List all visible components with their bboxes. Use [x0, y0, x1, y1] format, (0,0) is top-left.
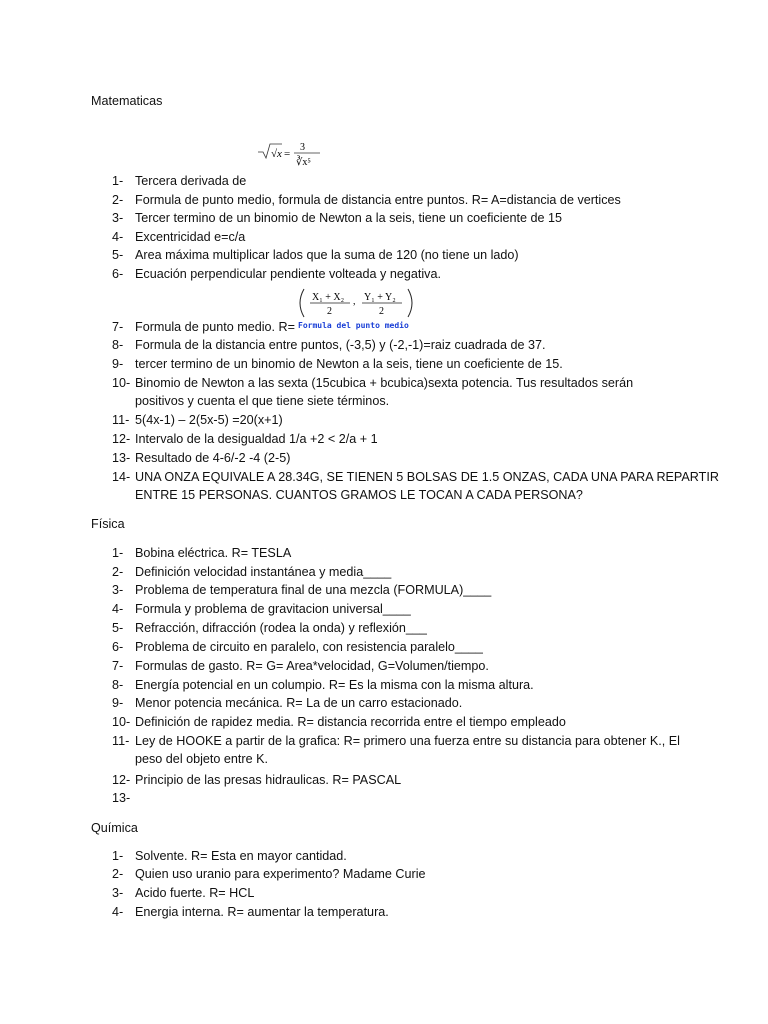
list-item-text: Ecuación perpendicular pendiente volteada y negativa.: [135, 267, 441, 281]
list-item-number: 3-: [112, 211, 124, 225]
formula-midpoint: [296, 287, 416, 319]
list-item-text: Definición de rapidez media. R= distancia recorrida entre el tiempo empleado: [135, 715, 566, 729]
list-item: [0, 470, 768, 502]
list-item: [0, 376, 768, 408]
list-item-text: Formulas de gasto. R= G= Area*velocidad, G=Volumen/tiempo.: [135, 659, 489, 673]
list-item: [0, 451, 768, 470]
list-item: [0, 174, 768, 193]
list-item: [0, 357, 768, 376]
list-item-number: 13-: [112, 791, 131, 805]
list-item: [0, 773, 768, 792]
list-item-number: 10-: [112, 376, 131, 390]
formula-radical-num: 3: [300, 142, 305, 153]
list-item-number: 1-: [112, 546, 124, 560]
list-item: [0, 267, 768, 286]
list-item-text: Energia interna. R= aumentar la temperatura.: [135, 905, 389, 919]
list-item: [0, 715, 768, 734]
list-item: [0, 791, 768, 810]
formula-radical-eq: =: [284, 148, 291, 160]
list-item-number: 11-: [112, 734, 130, 748]
list-item-text: Formula de punto medio. R=: [135, 320, 295, 334]
list-item-text: Resultado de 4-6/-2 -4 (2-5): [135, 451, 291, 465]
list-item-text: tercer termino de un binomio de Newton a la seis, tiene un coeficiente de 15.: [135, 357, 563, 371]
list-item-number: 4-: [112, 905, 124, 919]
list-item-number: 1-: [112, 849, 124, 863]
list-item-number: 9-: [112, 696, 124, 710]
list-item-number: 2-: [112, 193, 124, 207]
list-item: [0, 413, 768, 432]
list-item: [0, 867, 768, 886]
list-item-text: Binomio de Newton a las sexta (15cubica + bcubica)sexta potencia. Tus resultados serán: [135, 376, 634, 390]
list-item-number: 3-: [112, 886, 124, 900]
list-item-number: 5-: [112, 248, 124, 262]
list-item: [0, 621, 768, 640]
list-item-text: Acido fuerte. R= HCL: [135, 886, 255, 900]
formula-midpoint-y-num: Y₁ + Y₂: [364, 292, 396, 303]
list-item-text: Tercera derivada de: [135, 174, 247, 188]
list-item-number: 6-: [112, 267, 124, 281]
list-item-number: 7-: [112, 659, 124, 673]
list-item-text: Formula de punto medio, formula de distancia entre puntos. R= A=distancia de vertices: [135, 193, 621, 207]
list-item-text-continued: positivos y cuenta el que tiene siete términos.: [135, 394, 390, 408]
list-item-text: UNA ONZA EQUIVALE A 28.34G, SE TIENEN 5 BOLSAS DE 1.5 ONZAS, CADA UNA PARA REPARTIR: [135, 470, 719, 484]
list-item: [0, 230, 768, 249]
list-item: [0, 546, 768, 565]
list-item-number: 2-: [112, 565, 124, 579]
list-item-text: Tercer termino de un binomio de Newton a la seis, tiene un coeficiente de 15: [135, 211, 563, 225]
list-item-number: 11-: [112, 413, 130, 427]
formula-midpoint-label: Formula del punto medio: [298, 321, 409, 330]
list-item-text: Bobina eléctrica. R= TESLA: [135, 546, 292, 560]
list-item: [0, 432, 768, 451]
list-item-text: Formula de la distancia entre puntos, (-3,5) y (-2,-1)=raiz cuadrada de 37.: [135, 338, 546, 352]
list-item: [0, 565, 768, 584]
formula-midpoint-x-num: X₁ + X₂: [312, 292, 345, 303]
formula-midpoint-sep: ,: [353, 296, 356, 307]
formula-midpoint-x-den: 2: [327, 306, 332, 317]
list-item-text: Excentricidad e=c/a: [135, 230, 246, 244]
list-item-number: 12-: [112, 773, 131, 787]
list-item: [0, 602, 768, 621]
section-title-chemistry: Química: [91, 821, 138, 835]
list-item-number: 4-: [112, 602, 124, 616]
list-item-text: Principio de las presas hidraulicas. R= PASCAL: [135, 773, 402, 787]
list-item-text: Energía potencial en un columpio. R= Es la misma con la misma altura.: [135, 678, 534, 692]
list-item-text: Ley de HOOKE a partir de la grafica: R= primero una fuerza entre su distancia para obtener K., El: [135, 734, 680, 748]
list-item: [0, 734, 768, 766]
list-item-number: 8-: [112, 338, 124, 352]
list-item-text: Refracción, difracción (rodea la onda) y reflexión___: [135, 621, 427, 635]
list-item: [0, 696, 768, 715]
list-item-text: Menor potencia mecánica. R= La de un carro estacionado.: [135, 696, 463, 710]
formula-radical: [254, 138, 334, 174]
list-item-number: 14-: [112, 470, 131, 484]
list-item-number: 8-: [112, 678, 124, 692]
list-item-number: 12-: [112, 432, 131, 446]
list-item: [0, 849, 768, 868]
list-item-text: 5(4x-1) – 2(5x-5) =20(x+1): [135, 413, 283, 427]
formula-midpoint-y-den: 2: [379, 306, 384, 317]
list-item-number: 2-: [112, 867, 124, 881]
list-item-number: 1-: [112, 174, 124, 188]
list-item-text-continued: peso del objeto entre K.: [135, 752, 269, 766]
list-item-text: Area máxima multiplicar lados que la suma de 120 (no tiene un lado): [135, 248, 519, 262]
list-item-number: 4-: [112, 230, 124, 244]
formula-radical-left: √x: [271, 148, 282, 160]
list-item: [0, 193, 768, 212]
list-item-number: 9-: [112, 357, 124, 371]
list-item-number: 6-: [112, 640, 124, 654]
list-item: [0, 640, 768, 659]
list-item: [0, 338, 768, 357]
list-item-text: Intervalo de la desigualdad 1/a +2 < 2/a + 1: [135, 432, 378, 446]
list-item: [0, 583, 768, 602]
list-item-number: 10-: [112, 715, 131, 729]
list-item-text: Formula y problema de gravitacion universal____: [135, 602, 411, 616]
list-item: [0, 211, 768, 230]
list-item-number: 5-: [112, 621, 124, 635]
list-item: [0, 248, 768, 267]
formula-radical-den: ∛x⁵: [296, 157, 311, 168]
list-item: [0, 678, 768, 697]
list-item-text: Quien uso uranio para experimento? Madame Curie: [135, 867, 426, 881]
section-title-math: Matematicas: [91, 94, 163, 108]
section-title-physics: Física: [91, 517, 125, 531]
list-item-text-continued: ENTRE 15 PERSONAS. CUANTOS GRAMOS LE TOCAN A CADA PERSONA?: [135, 488, 583, 502]
list-item: [0, 659, 768, 678]
list-item: [0, 905, 768, 924]
list-item-text: Solvente. R= Esta en mayor cantidad.: [135, 849, 347, 863]
list-item-number: 3-: [112, 583, 124, 597]
list-item-text: Definición velocidad instantánea y media____: [135, 565, 392, 579]
list-item-text: Problema de temperatura final de una mezcla (FORMULA)____: [135, 583, 492, 597]
list-item-number: 7-: [112, 320, 124, 334]
list-item-number: 13-: [112, 451, 131, 465]
list-item: [0, 886, 768, 905]
list-item-text: Problema de circuito en paralelo, con resistencia paralelo____: [135, 640, 483, 654]
